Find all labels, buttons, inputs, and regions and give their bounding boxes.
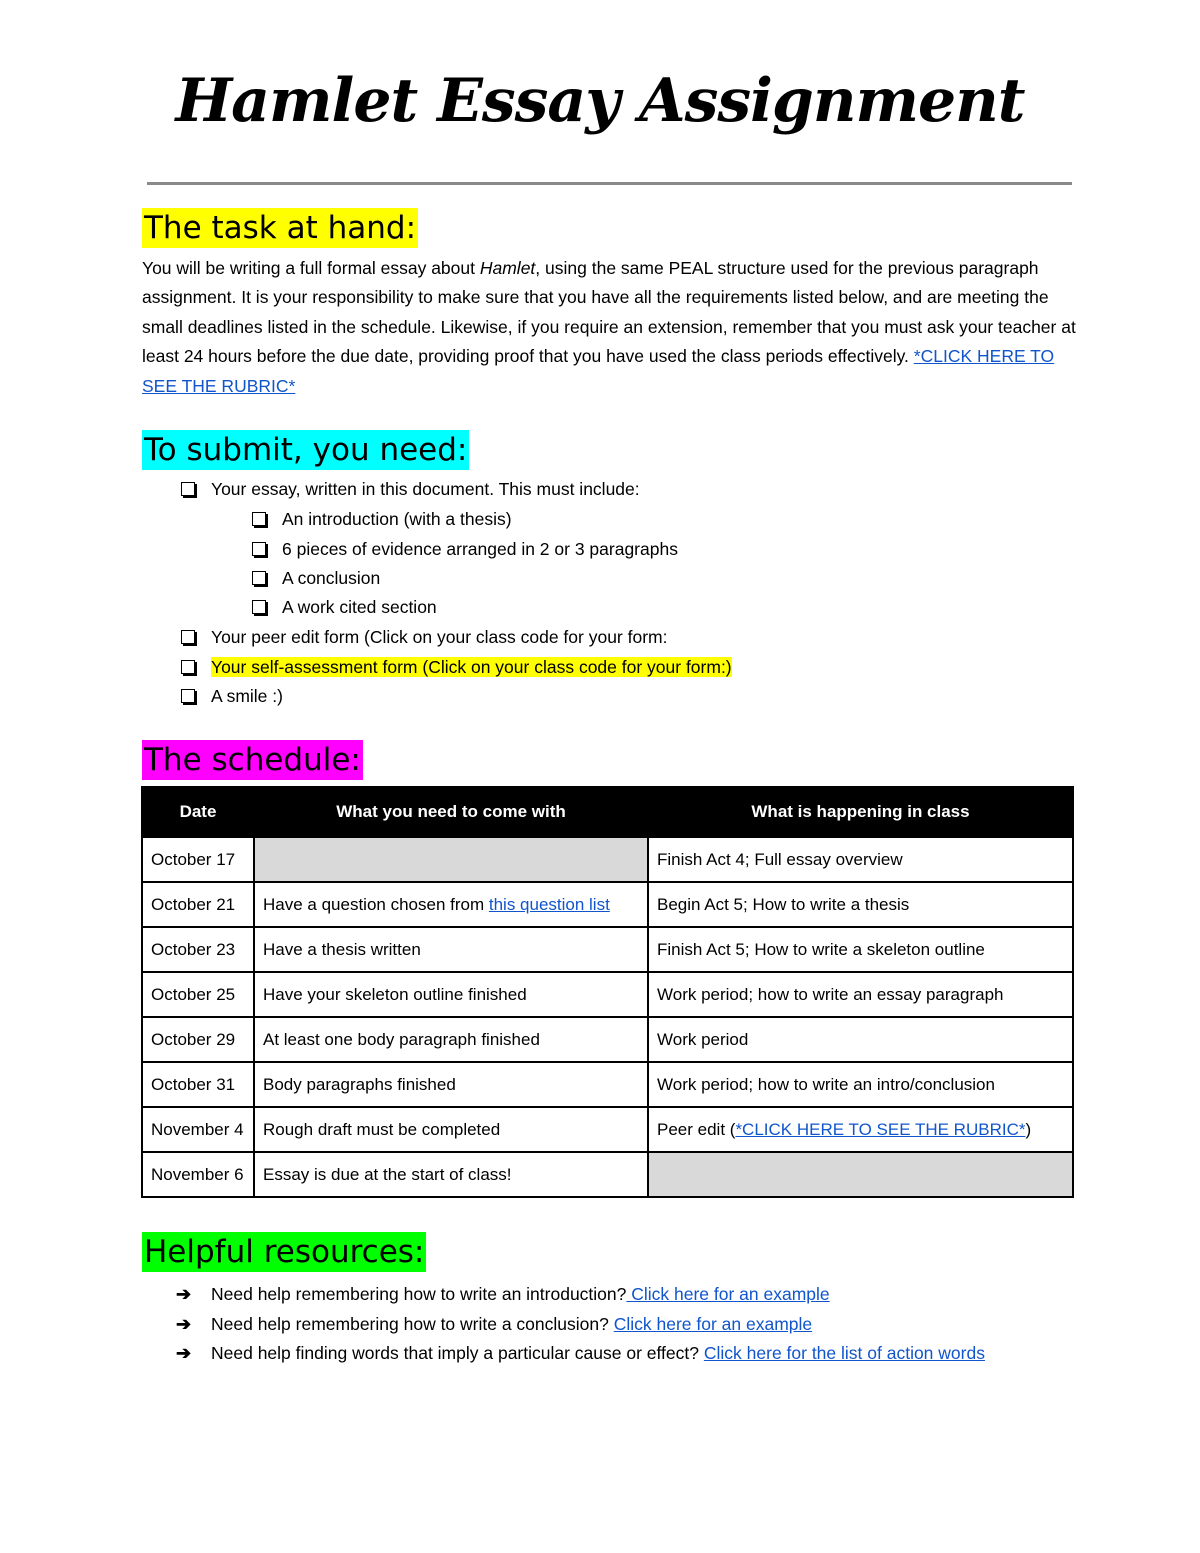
column-header-need: What you need to come with xyxy=(254,787,648,837)
action-words-link[interactable]: Click here for the list of action words xyxy=(703,1343,985,1363)
table-row xyxy=(142,972,1073,1017)
resource-item-action-words: ➔ Need help finding words that imply a particular cause or effect? Click here for the list of action words xyxy=(211,1339,1051,1368)
column-header-date: Date xyxy=(142,787,254,837)
class-cell: Finish Act 5; How to write a skeleton outline xyxy=(648,927,1073,972)
checklist-item-conclusion: A conclusion xyxy=(282,565,380,591)
date-cell: November 4 xyxy=(142,1107,254,1152)
checklist-item-peer-edit: Your peer edit form (Click on your class code for your form: xyxy=(211,624,667,650)
task-heading: The task at hand: xyxy=(144,210,417,246)
date-cell: October 31 xyxy=(142,1062,254,1107)
resource-item-conclusion: ➔ Need help remembering how to write a conclusion? Click here for an example xyxy=(211,1310,1051,1339)
need-cell: Have a question chosen from this question list xyxy=(254,882,648,927)
table-row xyxy=(142,837,1073,882)
checkbox-icon[interactable] xyxy=(252,512,266,526)
need-cell: At least one body paragraph finished xyxy=(254,1017,648,1062)
arrow-right-icon: ➔ xyxy=(176,1314,192,1334)
table-row xyxy=(142,1017,1073,1062)
checklist-item-evidence: 6 pieces of evidence arranged in 2 or 3 paragraphs xyxy=(282,536,678,562)
column-header-class: What is happening in class xyxy=(648,787,1073,837)
conclusion-example-link[interactable]: Click here for an example xyxy=(613,1314,813,1334)
task-paragraph xyxy=(142,254,1077,401)
task-text-before: You will be writing a full formal essay about xyxy=(142,258,480,278)
date-cell: October 17 xyxy=(142,837,254,882)
introduction-example-link[interactable]: Click here for an example xyxy=(626,1284,830,1304)
page-title: Hamlet Essay Assignment xyxy=(175,66,1025,136)
arrow-right-icon: ➔ xyxy=(176,1343,192,1363)
class-cell: Work period; how to write an intro/conclusion xyxy=(648,1062,1073,1107)
resources-heading: Helpful resources: xyxy=(144,1234,425,1270)
date-cell: October 21 xyxy=(142,882,254,927)
checkbox-icon[interactable] xyxy=(181,630,195,644)
class-cell xyxy=(648,1152,1073,1197)
table-row xyxy=(142,1062,1073,1107)
checkbox-icon[interactable] xyxy=(252,571,266,585)
task-text-after: , using the same PEAL structure used for the previous paragraph assignment. It is your responsibility to make sure that you have all the requirements listed below, and are meeting the small deadlines listed in the schedule. Likewise, if you require an extension, remember that you must ask your teacher at least 24 hours before the due date, providing proof that you have used the class periods effectively. xyxy=(142,258,1076,367)
checkbox-icon[interactable] xyxy=(252,542,266,556)
class-cell: Peer edit (*CLICK HERE TO SEE THE RUBRIC*) xyxy=(648,1107,1073,1152)
class-cell: Finish Act 4; Full essay overview xyxy=(648,837,1073,882)
need-cell xyxy=(254,837,648,882)
task-text-italic: Hamlet xyxy=(479,258,536,278)
need-cell: Have a thesis written xyxy=(254,927,648,972)
checklist-item-introduction: An introduction (with a thesis) xyxy=(282,506,512,532)
table-row xyxy=(142,927,1073,972)
schedule-heading: The schedule: xyxy=(144,742,361,778)
checkbox-icon[interactable] xyxy=(181,660,195,674)
schedule-table xyxy=(141,786,1074,1198)
table-header-row xyxy=(142,787,1073,837)
checklist-item-works-cited: A work cited section xyxy=(282,594,437,620)
submit-heading: To submit, you need: xyxy=(144,432,468,468)
checkbox-icon[interactable] xyxy=(181,689,195,703)
checkbox-icon[interactable] xyxy=(181,482,195,496)
checklist-item-smile: A smile :) xyxy=(211,683,283,709)
peer-edit-rubric-link[interactable]: *CLICK HERE TO SEE THE RUBRIC* xyxy=(735,1119,1026,1139)
checklist-item-self-assessment: Your self-assessment form (Click on your class code for your form:) xyxy=(211,654,732,680)
checklist-item-essay: Your essay, written in this document. This must include: xyxy=(211,476,640,502)
table-row xyxy=(142,882,1073,927)
class-cell: Begin Act 5; How to write a thesis xyxy=(648,882,1073,927)
table-row xyxy=(142,1152,1073,1197)
date-cell: October 23 xyxy=(142,927,254,972)
class-cell: Work period xyxy=(648,1017,1073,1062)
date-cell: October 25 xyxy=(142,972,254,1017)
question-list-link[interactable]: this question list xyxy=(488,894,610,914)
checkbox-icon[interactable] xyxy=(252,600,266,614)
table-row xyxy=(142,1107,1073,1152)
arrow-right-icon: ➔ xyxy=(176,1284,192,1304)
need-cell: Rough draft must be completed xyxy=(254,1107,648,1152)
rubric-link[interactable]: *CLICK HERE TO SEE THE RUBRIC* xyxy=(142,346,1055,396)
date-cell: November 6 xyxy=(142,1152,254,1197)
need-cell: Essay is due at the start of class! xyxy=(254,1152,648,1197)
resource-item-introduction: ➔ Need help remembering how to write an introduction? Click here for an example xyxy=(211,1280,1051,1309)
date-cell: October 29 xyxy=(142,1017,254,1062)
need-cell: Body paragraphs finished xyxy=(254,1062,648,1107)
title-divider xyxy=(147,182,1072,185)
class-cell: Work period; how to write an essay paragraph xyxy=(648,972,1073,1017)
need-cell: Have your skeleton outline finished xyxy=(254,972,648,1017)
